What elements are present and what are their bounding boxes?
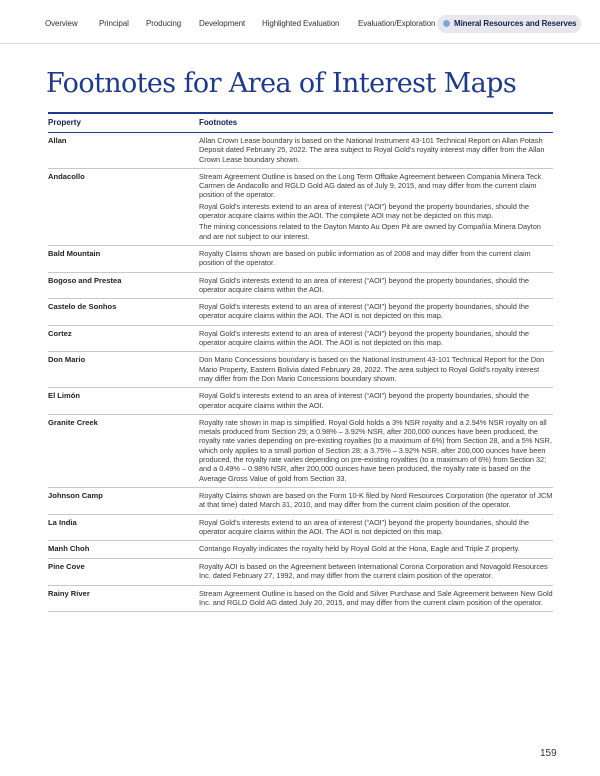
table-body	[48, 133, 553, 612]
footnote-cell	[199, 391, 553, 410]
footnote-cell	[199, 418, 553, 483]
footnote-text: The mining concessions related to the Dayton Manto Au Open Pit are owned by Compañía Minera Dayton and are not subject to our interest.	[199, 222, 541, 241]
table-row	[48, 586, 553, 613]
top-navigation	[0, 0, 600, 44]
table-row	[48, 326, 553, 353]
table-row	[48, 488, 553, 515]
table-row	[48, 352, 553, 388]
footnote-cell	[199, 491, 553, 510]
footnote-text: Royal Gold’s interests extend to an area of interest (“AOI”) beyond the property boundaries, should the operator acquire claims within the AOI. The AOI is not depicted on this map.	[199, 302, 529, 321]
footnote-cell	[199, 355, 553, 383]
footnote-text: Royal Gold’s interests extend to an area of interest (“AOI”) beyond the property boundaries, should the operator acquire claims within the AOI. The AOI is not depicted on this map.	[199, 328, 529, 348]
footnote-cell	[199, 172, 553, 241]
nav-mineral-resources-and-reserves[interactable]	[437, 15, 581, 33]
table-row	[48, 559, 553, 586]
property-name: Rainy River	[48, 588, 90, 598]
table-row	[48, 299, 553, 326]
table-row	[48, 133, 553, 169]
table-row	[48, 169, 553, 246]
page-number: 159	[540, 748, 557, 759]
table-row	[48, 541, 553, 559]
footnote-text: Royal Gold’s interests extend to an area of interest (“AOI”) beyond the property boundaries, should the operator acquire claims within the AOI.	[199, 275, 529, 294]
footnote-text: Contango Royalty indicates the royalty held by Royal Gold at the Hona, Eagle and Triple Z property.	[199, 544, 520, 554]
property-name: Castelo de Sonhos	[48, 302, 117, 312]
nav-principal[interactable]: Principal	[99, 19, 129, 28]
footnote-cell	[199, 562, 553, 581]
footnote-cell	[199, 329, 553, 348]
footnote-cell	[199, 249, 553, 268]
footnote-cell	[199, 589, 553, 608]
nav-producing[interactable]: Producing	[146, 19, 182, 28]
table-row	[48, 273, 553, 300]
footnote-text: Don Mario Concessions boundary is based on the National Instrument 43-101 Technical Report for the Don Mario Property, Eastern Bolivia dated February 28, 2022. The area subject to Royal Gold’s royalty interest may differ from the Don Mario Concessions boundary shown.	[199, 355, 545, 383]
nav-overview[interactable]: Overview	[45, 19, 78, 28]
property-name: El Limón	[48, 391, 81, 401]
page-title: Footnotes for Area of Interest Maps	[46, 68, 517, 99]
property-name: Don Mario	[48, 355, 86, 365]
footnote-text: Royal Gold’s interests extend to an area of interest (“AOI”) beyond the property boundaries, should the operator acquire claims within the AOI. The AOI is not depicted on this map.	[199, 517, 529, 536]
footnote-cell	[199, 544, 553, 554]
footnote-text: Stream Agreement Outline is based on the Long Term Offtake Agreement between Compania Minera Teck Carmen de Andacollo and RGLD Gold AG dated as of July 9, 2015, and may differ from the current claim position of the operator.	[199, 171, 542, 200]
table-row	[48, 515, 553, 542]
property-name: Andacollo	[48, 171, 85, 181]
table-row	[48, 388, 553, 415]
property-name: Allan	[48, 136, 67, 145]
property-name: Cortez	[48, 328, 72, 338]
footnote-text: Royalty AOI is based on the Agreement between International Corona Corporation and Novagold Resources Inc. dated February 27, 1992, and may differ from the current claim position of the operator.	[199, 562, 548, 581]
table-header	[48, 112, 553, 133]
footnote-text: Royal Gold’s interests extend to an area of interest (“AOI”) beyond the property boundaries, should the operator acquire claims within the AOI. The complete AOI may not be depicted on this map.	[199, 201, 529, 221]
table-row	[48, 415, 553, 488]
table-row	[48, 246, 553, 273]
footnote-cell	[199, 136, 553, 164]
active-dot-icon	[443, 20, 450, 27]
property-name: Johnson Camp	[48, 490, 103, 500]
property-name: Granite Creek	[48, 417, 98, 427]
footnote-text: Royalty rate shown in map is simplified. Royal Gold holds a 3% NSR royalty and a 2.94% NSR royalty on all metals produced from Section 29; a 0.98% – 3.92% NSR, after 200,000 ounces have been produced, the royalty rate varies depending on pre-existing royalties (to a maximum of 6%) from Section 28, and a 5% NSR, which only applies to a small portion of Section 28; a 3.75% – 3.92% NSR, after 200,000 ounces have been produced, the royalty rate varies depending on pre-existing royalties (to a maximum of 6%) from Section 32; and a 0.49% – 0.98% NSR, after 200,000 ounces have been produced, the royalty rate is based on the Average Gross Value of gold from Section 33.	[199, 417, 552, 483]
footnote-text: Royal Gold’s interests extend to an area of interest (“AOI”) beyond the property boundaries, should the operator acquire claims within the AOI.	[199, 391, 529, 410]
property-name: La India	[48, 517, 77, 527]
footnote-cell	[199, 302, 553, 321]
property-name: Bald Mountain	[48, 248, 101, 258]
property-name: Manh Choh	[48, 544, 90, 554]
footnote-text: Stream Agreement Outline is based on the Gold and Silver Purchase and Sale Agreement between New Gold Inc. and RGLD Gold AG dated July 20, 2015, and may differ from the current claim position of the operator.	[199, 588, 553, 607]
header-property: Property	[48, 118, 81, 127]
header-footnotes: Footnotes	[199, 118, 238, 127]
nav-evaluation-exploration[interactable]: Evaluation/Exploration	[358, 19, 436, 28]
nav-highlighted-evaluation[interactable]: Highlighted Evaluation	[262, 19, 340, 28]
footnotes-table	[48, 112, 553, 612]
property-name: Bogoso and Prestea	[48, 275, 122, 285]
footnote-cell	[199, 518, 553, 537]
property-name: Pine Cove	[48, 562, 85, 572]
footnote-text: Royalty Claims shown are based on public information as of 2008 and may differ from the current claim position of the operator.	[199, 248, 531, 268]
nav-development[interactable]: Development	[199, 19, 246, 28]
footnote-cell	[199, 276, 553, 295]
footnote-text: Royalty Claims shown are based on the Form 10-K filed by Nord Resources Corporation (the operator of JCM at that time) dated March 31, 2010, and may differ from the current claim position of the operator.	[199, 490, 553, 510]
footnote-text: Allan Crown Lease boundary is based on the National Instrument 43-101 Technical Report on Allan Potash Deposit dated February 25, 2022. The area subject to Royal Gold’s royalty interest may differ from the Allan Crown Lease boundary shown.	[199, 136, 545, 164]
nav-active-label: Mineral Resources and Reserves	[454, 19, 577, 28]
